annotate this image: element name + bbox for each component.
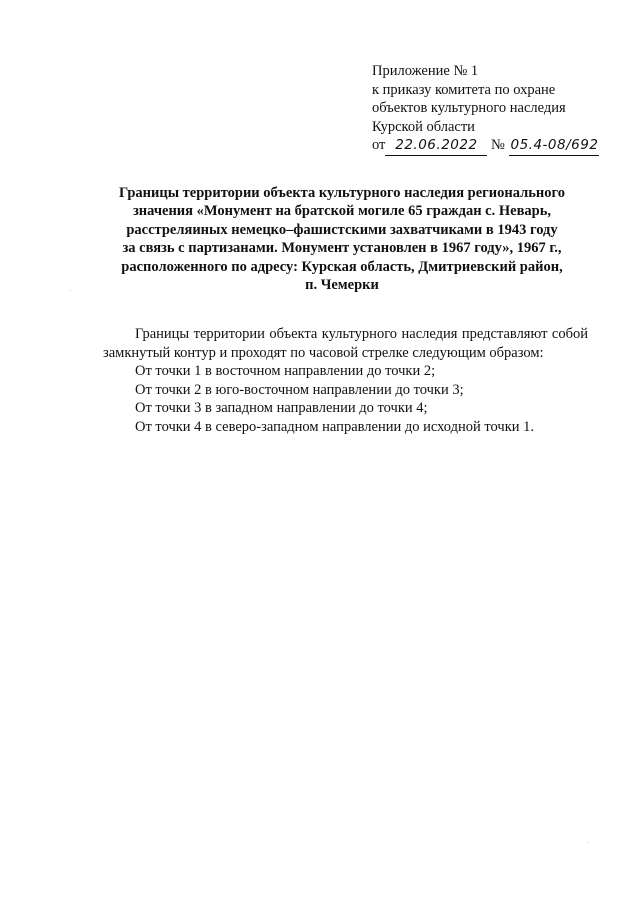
title-line: значения «Монумент на братской могиле 65 граждан с. Неварь, [132, 203, 552, 220]
boundary-point-item: От точки 3 в западном направлении до точки 4; [135, 400, 428, 416]
title-line: расстреляиных немецко–фашистскими захватчиками в 1943 году [126, 221, 558, 238]
title-line: п. Чемерки [305, 277, 379, 294]
title-line: расположенного по адресу: Курская область, Дмитриевский район, [121, 258, 563, 275]
scan-speck [588, 842, 589, 843]
appendix-committee: объектов культурного наследия [372, 100, 566, 116]
appendix-header [372, 62, 612, 156]
boundary-point-item: От точки 2 в юго-восточном направлении до точки 3; [135, 381, 464, 398]
title-line: за связь с партизанами. Монумент установлен в 1967 году», 1967 г., [122, 240, 562, 257]
boundary-point-item: От точки 4 в северо-западном направлении до исходной точки 1. [135, 418, 535, 435]
appendix-number: Приложение № 1 [372, 63, 479, 79]
boundary-point-item: От точки 1 в восточном направлении до точки 2; [135, 363, 436, 379]
handwritten-date: 22.06.2022 [385, 136, 487, 156]
scan-speck [70, 290, 71, 291]
date-prefix: от [372, 137, 386, 153]
appendix-region: Курской области [372, 118, 475, 135]
appendix-order-ref: к приказу комитета по охране [372, 81, 556, 98]
order-date-number-line [372, 136, 612, 156]
document-title [96, 184, 588, 294]
number-prefix: № [491, 137, 505, 153]
document-body [103, 325, 588, 436]
handwritten-order-number: 05.4-08/692 [509, 136, 599, 156]
boundary-intro-paragraph: Границы территории объекта культурного наследия представляют собой замкнутый контур и проходят по часовой стрелке следующим образом: [103, 326, 588, 361]
title-line: Границы территории объекта культурного наследия регионального [119, 185, 565, 201]
